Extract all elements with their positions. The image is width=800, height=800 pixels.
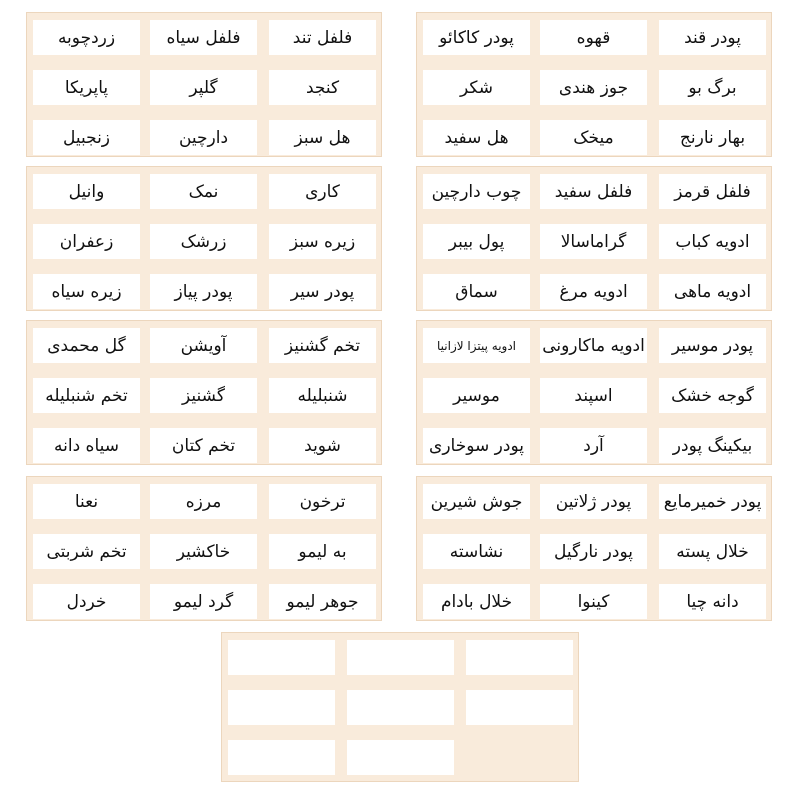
spice-label: تخم کتان: [150, 428, 257, 463]
blank-label: [228, 690, 335, 725]
spice-label: پودر پیاز: [150, 274, 257, 309]
spice-label: پودر خمیرمایع: [659, 484, 766, 519]
blank-label: [228, 740, 335, 775]
spice-label: زیره سیاه: [33, 274, 140, 309]
label-panel-left-3: [26, 320, 382, 465]
spice-label: شنبلیله: [269, 378, 376, 413]
spice-label: پودر ژلاتین: [540, 484, 647, 519]
spice-label: جوهر لیمو: [269, 584, 376, 619]
spice-label: نعنا: [33, 484, 140, 519]
spice-label: قهوه: [540, 20, 647, 55]
spice-label: گل محمدی: [33, 328, 140, 363]
spice-label: پودر سیر: [269, 274, 376, 309]
label-panel-left-4: [26, 476, 382, 621]
spice-label: موسیر: [423, 378, 530, 413]
blank-label-panel: [221, 632, 579, 782]
spice-label: فلفل سیاه: [150, 20, 257, 55]
spice-label: نمک: [150, 174, 257, 209]
spice-label: گلپر: [150, 70, 257, 105]
blank-label: [228, 640, 335, 675]
spice-label: کینوا: [540, 584, 647, 619]
label-panel-right-3: [416, 320, 772, 465]
spice-label: نشاسته: [423, 534, 530, 569]
label-panel-right-2: [416, 166, 772, 311]
spice-label: بهار نارنج: [659, 120, 766, 155]
spice-label: گشنیز: [150, 378, 257, 413]
spice-label: زعفران: [33, 224, 140, 259]
spice-label: خلال بادام: [423, 584, 530, 619]
spice-label: پودر نارگیل: [540, 534, 647, 569]
spice-label: دارچین: [150, 120, 257, 155]
spice-label: وانیل: [33, 174, 140, 209]
spice-label: جوش شیرین: [423, 484, 530, 519]
spice-label: ترخون: [269, 484, 376, 519]
spice-label: کاری: [269, 174, 376, 209]
spice-label: چوب دارچین: [423, 174, 530, 209]
spice-label: آویشن: [150, 328, 257, 363]
spice-label: تخم شنبلیله: [33, 378, 140, 413]
spice-label: به لیمو: [269, 534, 376, 569]
blank-label: [347, 640, 454, 675]
spice-label: تخم شربتی: [33, 534, 140, 569]
spice-label: پودر موسیر: [659, 328, 766, 363]
spice-label: گرد لیمو: [150, 584, 257, 619]
spice-label: ادویه کباب: [659, 224, 766, 259]
spice-label: زنجبیل: [33, 120, 140, 155]
spice-label: پودر قند: [659, 20, 766, 55]
spice-label: پودر کاکائو: [423, 20, 530, 55]
spice-label: آرد: [540, 428, 647, 463]
spice-label: خلال پسته: [659, 534, 766, 569]
spice-label: پول بیبر: [423, 224, 530, 259]
spice-label: ادویه ماهی: [659, 274, 766, 309]
spice-label: پودر سوخاری: [423, 428, 530, 463]
spice-label: فلفل سفید: [540, 174, 647, 209]
blank-label: [466, 690, 573, 725]
spice-label: شوید: [269, 428, 376, 463]
spice-label: زیره سبز: [269, 224, 376, 259]
spice-label: شکر: [423, 70, 530, 105]
spice-label: پاپریکا: [33, 70, 140, 105]
spice-label: زرشک: [150, 224, 257, 259]
label-panel-right-1: [416, 12, 772, 157]
spice-label: کنجد: [269, 70, 376, 105]
label-panel-left-1: [26, 12, 382, 157]
spice-label: گراماسالا: [540, 224, 647, 259]
spice-label: ادویه مرغ: [540, 274, 647, 309]
spice-label: گوجه خشک: [659, 378, 766, 413]
spice-label: خاکشیر: [150, 534, 257, 569]
spice-label: ادویه ماکارونی: [540, 328, 647, 363]
blank-label: [347, 740, 454, 775]
spice-label: خردل: [33, 584, 140, 619]
spice-label: هل سبز: [269, 120, 376, 155]
blank-label: [466, 640, 573, 675]
spice-label: دانه چیا: [659, 584, 766, 619]
blank-label: [347, 690, 454, 725]
spice-label: زردچوبه: [33, 20, 140, 55]
label-panel-left-2: [26, 166, 382, 311]
spice-label: ادویه پیتزا لازانیا: [423, 328, 530, 363]
spice-label: تخم گشنیز: [269, 328, 376, 363]
spice-label: مرزه: [150, 484, 257, 519]
spice-label: هل سفید: [423, 120, 530, 155]
spice-label: بیکینگ پودر: [659, 428, 766, 463]
spice-label: میخک: [540, 120, 647, 155]
label-panel-right-4: [416, 476, 772, 621]
spice-label: جوز هندی: [540, 70, 647, 105]
spice-label: اسپند: [540, 378, 647, 413]
spice-label: سماق: [423, 274, 530, 309]
spice-label: برگ بو: [659, 70, 766, 105]
spice-label: سیاه دانه: [33, 428, 140, 463]
spice-label: فلفل قرمز: [659, 174, 766, 209]
spice-label: فلفل تند: [269, 20, 376, 55]
